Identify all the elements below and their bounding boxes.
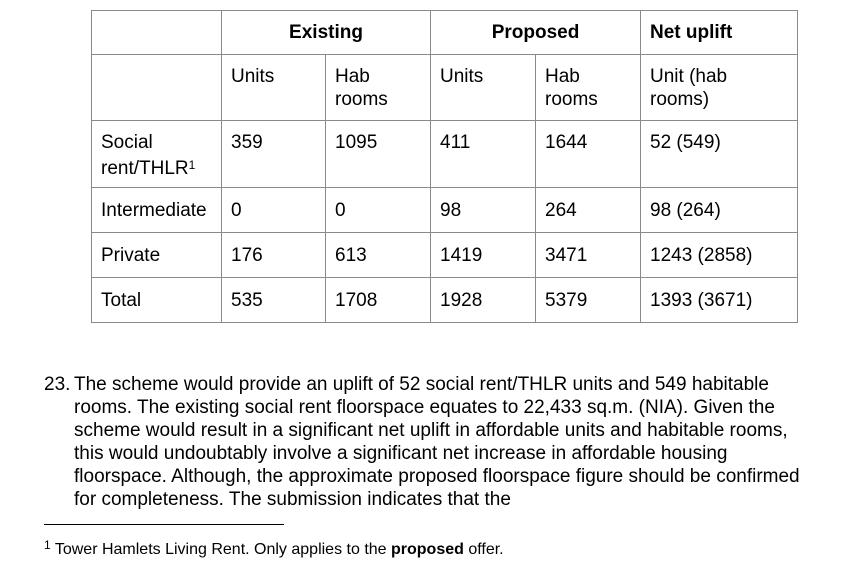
- table-cell: 1708: [326, 278, 431, 323]
- footnote-number: 1: [44, 538, 51, 552]
- table-cell: 1419: [431, 233, 536, 278]
- header-empty-cell: [92, 11, 222, 55]
- header-proposed: Proposed: [431, 11, 641, 55]
- paragraph-number: 23.: [44, 374, 71, 395]
- table-row: [92, 278, 798, 323]
- subheader-net-uplift: Unit (hab rooms): [641, 55, 798, 121]
- table-cell: 535: [222, 278, 326, 323]
- footnote-text-after: offer.: [463, 541, 504, 558]
- subheader-existing-hab-rooms: Hab rooms: [326, 55, 431, 121]
- table-cell: 98: [431, 188, 536, 233]
- table-cell: 1095: [326, 121, 431, 188]
- table-cell: 0: [222, 188, 326, 233]
- row-label: Social rent/THLR$^1$: [92, 121, 222, 188]
- table-cell: 176: [222, 233, 326, 278]
- row-label: Total: [92, 278, 222, 323]
- table-cell: 5379: [536, 278, 641, 323]
- paragraph-text: The scheme would provide an uplift of 52 social rent/THLR units and 549 habitable rooms. The existing social rent floorspace equates to 22,433 sq.m. (NIA). Given the scheme would result in a significant net uplift in affordable units and habitable rooms, this would undoubtably involve a significant net increase in affordable housing floorspace. Although, the approximate proposed floorspace figure should be confirmed for completeness. The submission indicates that the: [74, 374, 800, 510]
- table-cell: 613: [326, 233, 431, 278]
- subheader-proposed-hab-rooms: Hab rooms: [536, 55, 641, 121]
- header-net-uplift: Net uplift: [641, 11, 798, 55]
- table-cell: 264: [536, 188, 641, 233]
- table-cell: 3471: [536, 233, 641, 278]
- table-cell: 411: [431, 121, 536, 188]
- row-label: Private: [92, 233, 222, 278]
- table-cell: 1644: [536, 121, 641, 188]
- row-label: Intermediate: [92, 188, 222, 233]
- table-cell: 98 (264): [641, 188, 798, 233]
- footnote-text-before: Tower Hamlets Living Rent. Only applies to the: [50, 541, 391, 558]
- footnote-divider: [44, 524, 284, 525]
- table-cell: 0: [326, 188, 431, 233]
- subheader-proposed-units: Units: [431, 55, 536, 121]
- table-row: [92, 121, 798, 188]
- footnote-mark: 1: [188, 158, 196, 172]
- footnote: [44, 535, 504, 560]
- footnote-bold: proposed: [391, 541, 464, 558]
- table-cell: 1243 (2858): [641, 233, 798, 278]
- table-cell: 359: [222, 121, 326, 188]
- table-row: [92, 188, 798, 233]
- table-row: [92, 233, 798, 278]
- table-cell: 1928: [431, 278, 536, 323]
- housing-units-table: [91, 10, 798, 323]
- table-cell: 1393 (3671): [641, 278, 798, 323]
- table-cell: 52 (549): [641, 121, 798, 188]
- subheader-existing-units: Units: [222, 55, 326, 121]
- header-existing: Existing: [222, 11, 431, 55]
- paragraph-23: [44, 373, 804, 511]
- subheader-empty-cell: [92, 55, 222, 121]
